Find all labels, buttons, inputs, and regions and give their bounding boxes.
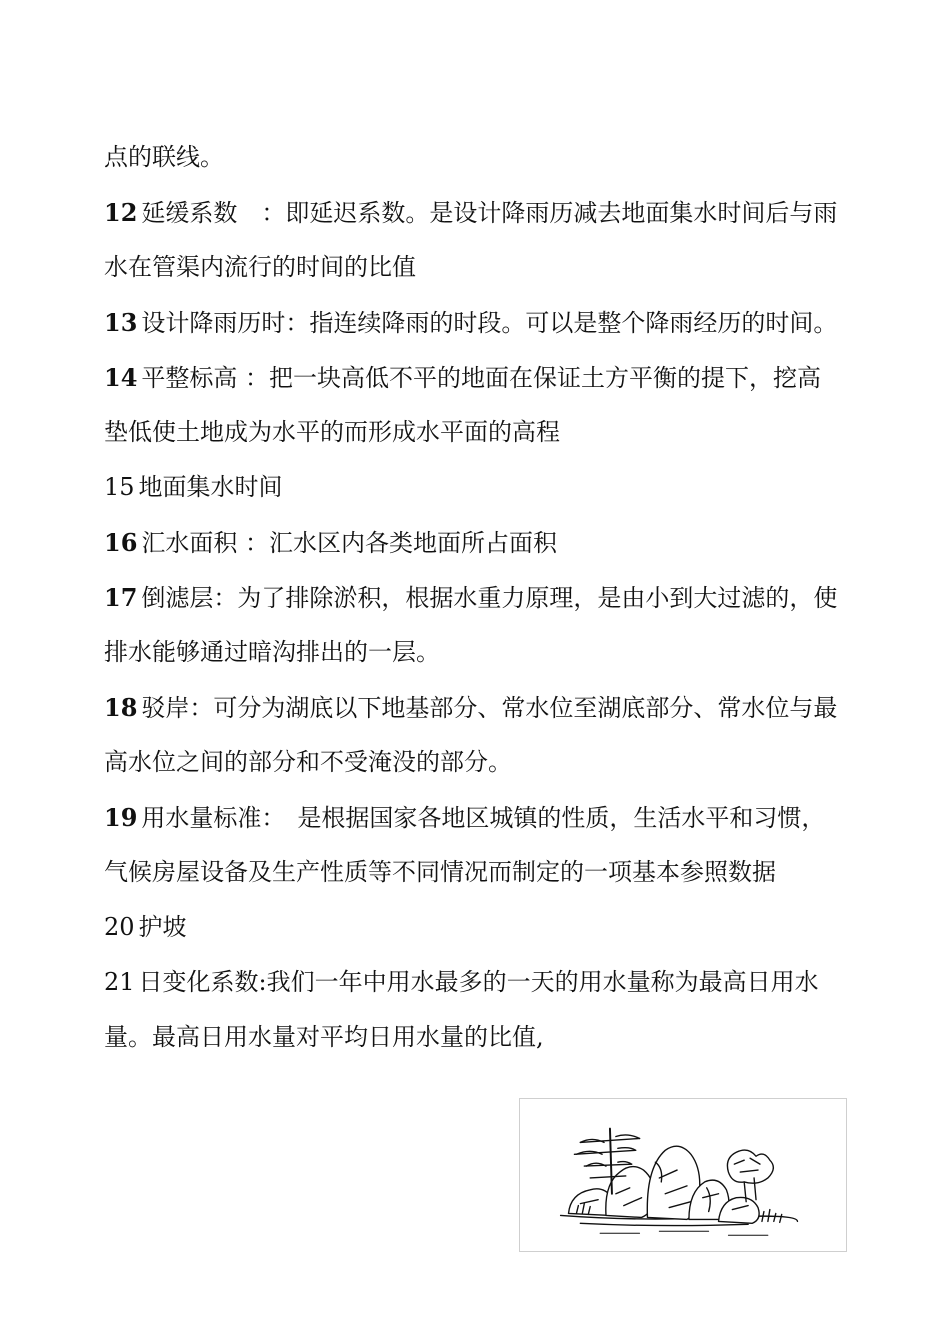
- line-text: 延缓系数 ：即延迟系数。是设计降雨历减去地面集水时间后与雨: [141, 199, 838, 227]
- line-text: 设计降雨历时：指连续降雨的时段。可以是整个降雨经历的时间。: [141, 309, 838, 337]
- definition-20: [104, 900, 848, 955]
- text-line: [104, 405, 848, 460]
- definition-13: [104, 295, 848, 350]
- text-line: [104, 735, 848, 790]
- text-line: [104, 625, 848, 680]
- text-line: [104, 845, 848, 900]
- definition-16: [104, 515, 848, 570]
- text-line: [104, 240, 848, 295]
- text-line: [104, 1010, 848, 1065]
- line-text: 排水能够通过暗沟排出的一层。: [104, 638, 440, 666]
- line-text: 驳岸：可分为湖底以下地基部分、常水位至湖底部分、常水位与最: [141, 694, 838, 722]
- line-text: 汇水面积 ：汇水区内各类地面所占面积: [141, 529, 558, 557]
- item-number: 18: [104, 693, 138, 722]
- line-text: 用水量标准： 是根据国家各地区城镇的性质，生活水平和习惯，: [141, 804, 826, 832]
- definition-15: [104, 460, 848, 515]
- item-number: 12: [104, 198, 138, 227]
- line-text: 点的联线。: [104, 143, 224, 171]
- item-number: 15: [104, 473, 135, 501]
- definition-14: [104, 350, 848, 405]
- line-text: 垫低使土地成为水平的而形成水平面的高程: [104, 418, 560, 446]
- definition-18: [104, 680, 848, 735]
- definition-21: [104, 955, 848, 1010]
- text-line: [104, 130, 848, 185]
- item-number: 14: [104, 363, 138, 392]
- item-number: 17: [104, 583, 138, 612]
- definition-17: [104, 570, 848, 625]
- line-text: 平整标高 ：把一块高低不平的地面在保证土方平衡的提下，挖高: [141, 364, 822, 392]
- line-text: 气候房屋设备及生产性质等不同情况而制定的一项基本参照数据: [104, 858, 776, 886]
- document-body: [104, 130, 848, 1065]
- line-text: 护坡: [138, 913, 187, 941]
- definition-19: [104, 790, 848, 845]
- item-number: 13: [104, 308, 138, 337]
- line-text: 量。最高日用水量对平均日用水量的比值,: [104, 1023, 544, 1051]
- line-text: 地面集水时间: [138, 473, 283, 501]
- definition-12: [104, 185, 848, 240]
- line-text: 高水位之间的部分和不受淹没的部分。: [104, 748, 512, 776]
- line-text: 日变化系数:我们一年中用水最多的一天的用水量称为最高日用水: [138, 968, 819, 996]
- item-number: 19: [104, 803, 138, 832]
- line-text: 倒滤层：为了排除淤积，根据水重力原理，是由小到大过滤的，使: [141, 584, 838, 612]
- item-number: 20: [104, 913, 135, 941]
- item-number: 21: [104, 968, 135, 996]
- rockery-illustration: [519, 1098, 847, 1252]
- rockery-sketch: [520, 1099, 846, 1251]
- line-text: 水在管渠内流行的时间的比值: [104, 253, 416, 281]
- item-number: 16: [104, 528, 138, 557]
